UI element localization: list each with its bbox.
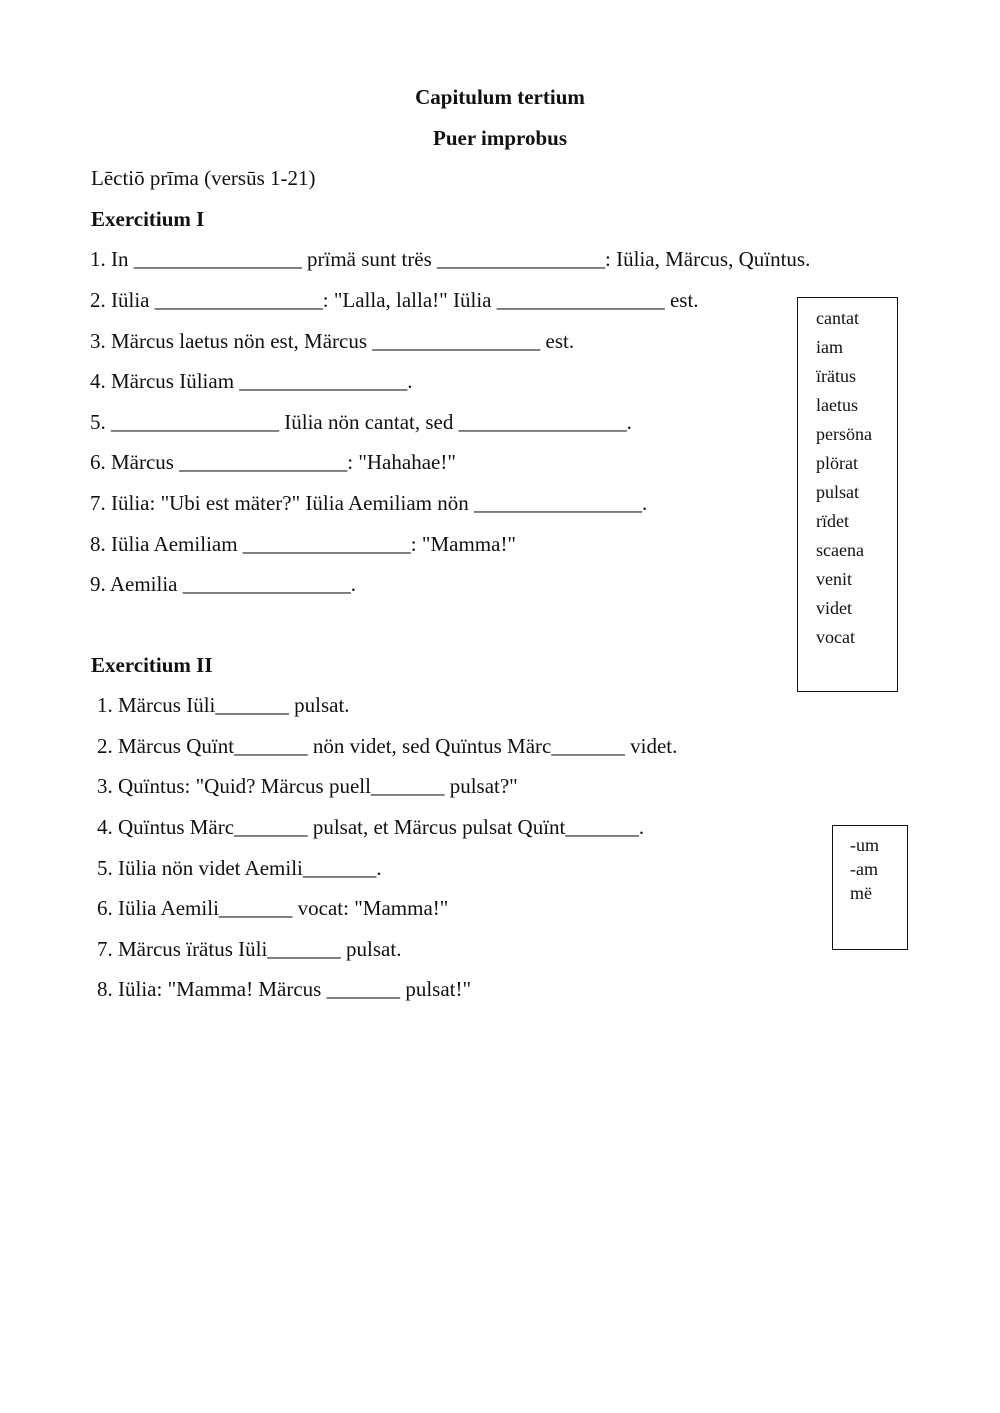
exercise-2-item: 7. Märcus ïrätus Iüli_______ pulsat. xyxy=(97,937,402,961)
word-bank-item: venit xyxy=(816,569,852,589)
word-bank-item: pulsat xyxy=(816,482,859,502)
word-bank-item: ïrätus xyxy=(816,366,856,386)
suffix-bank-item: më xyxy=(850,883,872,903)
word-bank-item: vocat xyxy=(816,627,855,647)
exercise-1-item: 1. In ________________ prïmä sunt trës ________________: Iülia, Märcus, Quïntus. xyxy=(90,247,811,271)
reading-label: Lēctiō prīma (versūs 1-21) xyxy=(91,166,316,190)
exercise-1-item: 4. Märcus Iüliam ________________. xyxy=(90,369,413,393)
exercise-2-item: 8. Iülia: "Mamma! Märcus _______ pulsat!" xyxy=(97,977,472,1001)
exercise-1-item: 7. Iülia: "Ubi est mäter?" Iülia Aemiliam nön ________________. xyxy=(90,491,648,515)
suffix-bank-box xyxy=(832,825,908,950)
exercise-2-item: 4. Quïntus Märc_______ pulsat, et Märcus pulsat Quïnt_______. xyxy=(97,815,645,839)
chapter-title: Capitulum tertium xyxy=(415,85,585,109)
word-bank-item: cantat xyxy=(816,308,859,328)
exercise-2-item: 3. Quïntus: "Quid? Märcus puell_______ pulsat?" xyxy=(97,774,518,798)
exercise-1-item: 9. Aemilia ________________. xyxy=(90,572,356,596)
exercise-1-heading: Exercitium I xyxy=(91,207,205,231)
word-bank-item: iam xyxy=(816,337,843,357)
exercise-2-item: 2. Märcus Quïnt_______ nön videt, sed Quïntus Märc_______ videt. xyxy=(97,734,678,758)
page-subtitle: Puer improbus xyxy=(433,126,567,150)
word-bank-item: plörat xyxy=(816,453,858,473)
word-bank-item: laetus xyxy=(816,395,858,415)
suffix-bank-item: -am xyxy=(850,859,878,879)
exercise-2-item: 5. Iülia nön videt Aemili_______. xyxy=(97,856,382,880)
exercise-1-item: 3. Märcus laetus nön est, Märcus ________________ est. xyxy=(90,329,575,353)
exercise-1-item: 2. Iülia ________________: "Lalla, lalla!" Iülia ________________ est. xyxy=(90,288,699,312)
suffix-bank-item: -um xyxy=(850,835,879,855)
exercise-2-heading: Exercitium II xyxy=(91,653,213,677)
exercise-2-item: 6. Iülia Aemili_______ vocat: "Mamma!" xyxy=(97,896,449,920)
exercise-2-item: 1. Märcus Iüli_______ pulsat. xyxy=(97,693,350,717)
exercise-1-item: 8. Iülia Aemiliam ________________: "Mamma!" xyxy=(90,532,517,556)
exercise-1-item: 5. ________________ Iülia nön cantat, sed ________________. xyxy=(90,410,632,434)
word-bank-item: videt xyxy=(816,598,852,618)
word-bank-item: rïdet xyxy=(816,511,849,531)
word-bank-item: scaena xyxy=(816,540,864,560)
exercise-1-item: 6. Märcus ________________: "Hahahae!" xyxy=(90,450,456,474)
word-bank-box xyxy=(797,297,898,692)
word-bank-item: persöna xyxy=(816,424,872,444)
